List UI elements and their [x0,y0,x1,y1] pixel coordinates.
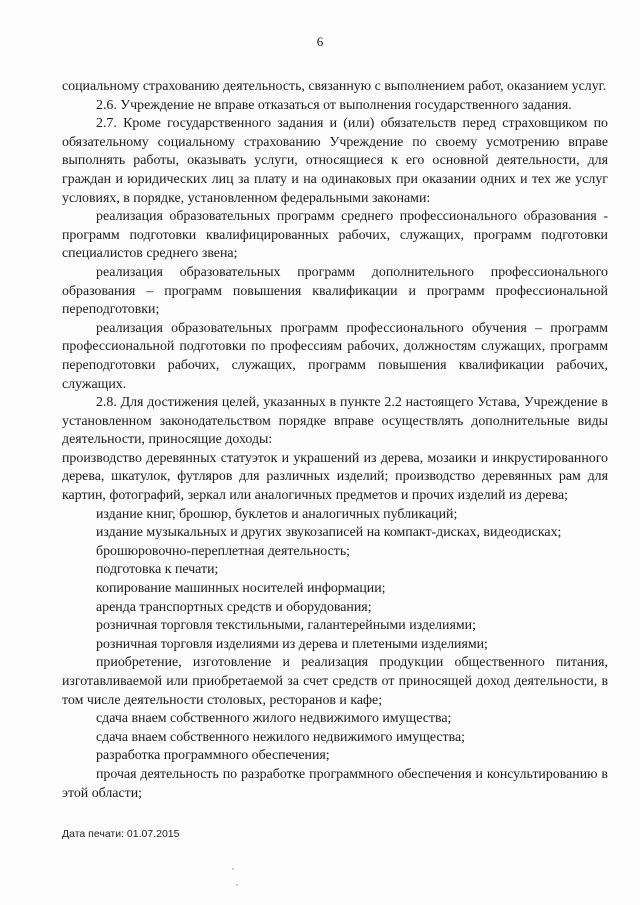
list-item-additional-education: реализация образовательных программ дополнительного профессионального образования – программ повышения квалификации и программ профессиональной переподготовки; [62,264,608,318]
scan-speck [236,884,238,886]
clause-2-7: 2.7. Кроме государственного задания и (или) обязательств перед страховщиком по обязательному социальному страхованию Учреждение по своему усмотрению вправе выполнять работы, оказывать услуги, относящиеся к его основной деятельности, для граждан и юридических лиц за плату и на одинаковых при оказании одних и тех же услуг условиях, в порядке, установленном федеральными законами: [62,116,608,206]
list-item-vocational-training: реализация образовательных программ профессионального обучения – программ профессиональной подготовки по профессиям рабочих, должностям служащих, программ переподготовки рабочих, служащих, программ повышения квалификации рабочих, служащих. [62,320,608,392]
list-item-publishing-music: издание музыкальных и других звукозаписей на компакт-дисках, видеодисках; [96,525,562,541]
page-number: 6 [316,34,324,49]
print-date: Дата печати: 01.07.2015 [62,828,180,840]
list-item-software-consulting: прочая деятельность по разработке программного обеспечения и консультированию в этой области; [62,766,608,801]
clause-2-8: 2.8. Для достижения целей, указанных в пункте 2.2 настоящего Устава, Учреждение в установленном законодательством порядке вправе осуществлять дополнительные виды деятельности, приносящие доходы: [62,395,608,448]
list-item-vehicle-rental: аренда транспортных средств и оборудования; [96,599,372,615]
document-body [62,78,608,803]
list-item-publishing-books: издание книг, брошюр, буклетов и аналогичных публикаций; [96,506,458,522]
list-item-bookbinding: брошюровочно-переплетная деятельность; [96,543,351,559]
list-item-wood-production: производство деревянных статуэток и украшений из дерева, мозаики и инкрустированного дерева, шкатулок, футляров для различных изделий; производство деревянных рам для картин, фотографий, зеркал или аналогичных предметов и прочих изделий из дерева; [62,450,608,504]
list-item-secondary-education: реализация образовательных программ среднего профессионального образования - программ подготовки квалифицированных рабочих, служащих, программ подготовки специалистов среднего звена; [62,209,608,262]
list-item-rent-residential: сдача внаем собственного жилого недвижимого имущества; [96,711,452,727]
paragraph-continuation: социальному страхованию деятельность, связанную с выполнением работ, оказанием услуг. [62,79,607,94]
list-item-rent-nonresidential: сдача внаем собственного нежилого недвижимого имущества; [96,729,465,745]
list-item-prepress: подготовка к печати; [96,562,219,578]
list-item-copying-media: копирование машинных носителей информации; [96,581,386,597]
clause-2-6: 2.6. Учреждение не вправе отказаться от выполнения государственного задания. [96,97,572,113]
scan-speck [232,868,234,870]
list-item-retail-textile: розничная торговля текстильными, галантерейными изделиями; [96,618,476,634]
list-item-retail-wood: розничная торговля изделиями из дерева и плетеными изделиями; [96,636,488,652]
list-item-software-development: разработка программного обеспечения; [96,748,330,764]
list-item-catering: приобретение, изготовление и реализация продукции общественного питания, изготавливаемой или приобретаемой за счет средств от приносящей доход деятельности, в том числе деятельности столовых, ресторанов и кафе; [62,655,608,708]
